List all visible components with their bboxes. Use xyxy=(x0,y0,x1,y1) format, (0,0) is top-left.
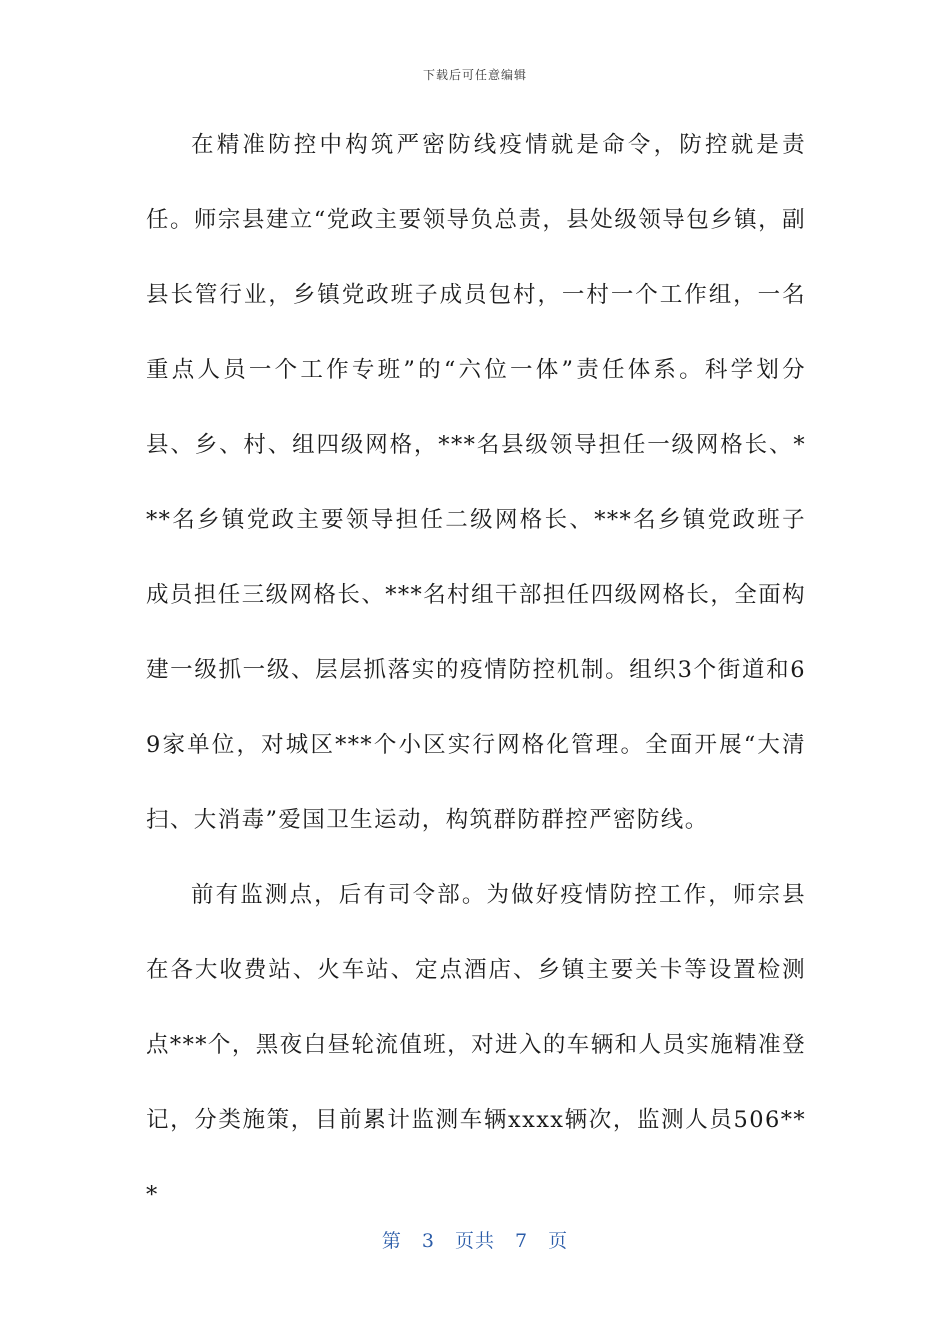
footer-suffix: 页 xyxy=(548,1230,569,1252)
paragraph-2: 前有监测点，后有司令部。为做好疫情防控工作，师宗县在各大收费站、火车站、定点酒店、乡镇主要关卡等设置检测点***个，黑夜白昼轮流值班，对进入的车辆和人员实施精准登记，分类施策，目前累计监测车辆xxxx辆次，监测人员506*** xyxy=(146,882,806,1208)
footer-middle: 页共 xyxy=(454,1230,495,1252)
page-header-note: 下载后可任意编辑 xyxy=(422,68,527,82)
paragraph-1: 在精准防控中构筑严密防线疫情就是命令，防控就是责任。师宗县建立“党政主要领导负总责，县处级领导包乡镇，副县长管行业，乡镇党政班子成员包村，一村一个工作组，一名重点人员一个工作专班”的“六位一体”责任体系。科学划分县、乡、村、组四级网格，***名县级领导担任一级网格长、***名乡镇党政主要领导担任二级网格长、***名乡镇党政班子成员担任三级网格长、***名村组干部担任四级网格长，全面构建一级抓一级、层层抓落实的疫情防控机制。组织3个街道和69家单位，对城区***个小区实行网格化管理。全面开展“大清扫、大消毒”爱国卫生运动，构筑群防群控严密防线。 xyxy=(146,132,806,833)
footer-current-page: 3 xyxy=(421,1230,435,1252)
footer-prefix: 第 xyxy=(381,1230,402,1252)
footer-total-pages: 7 xyxy=(515,1230,529,1252)
document-body xyxy=(146,108,806,1233)
page-footer xyxy=(0,1226,950,1253)
